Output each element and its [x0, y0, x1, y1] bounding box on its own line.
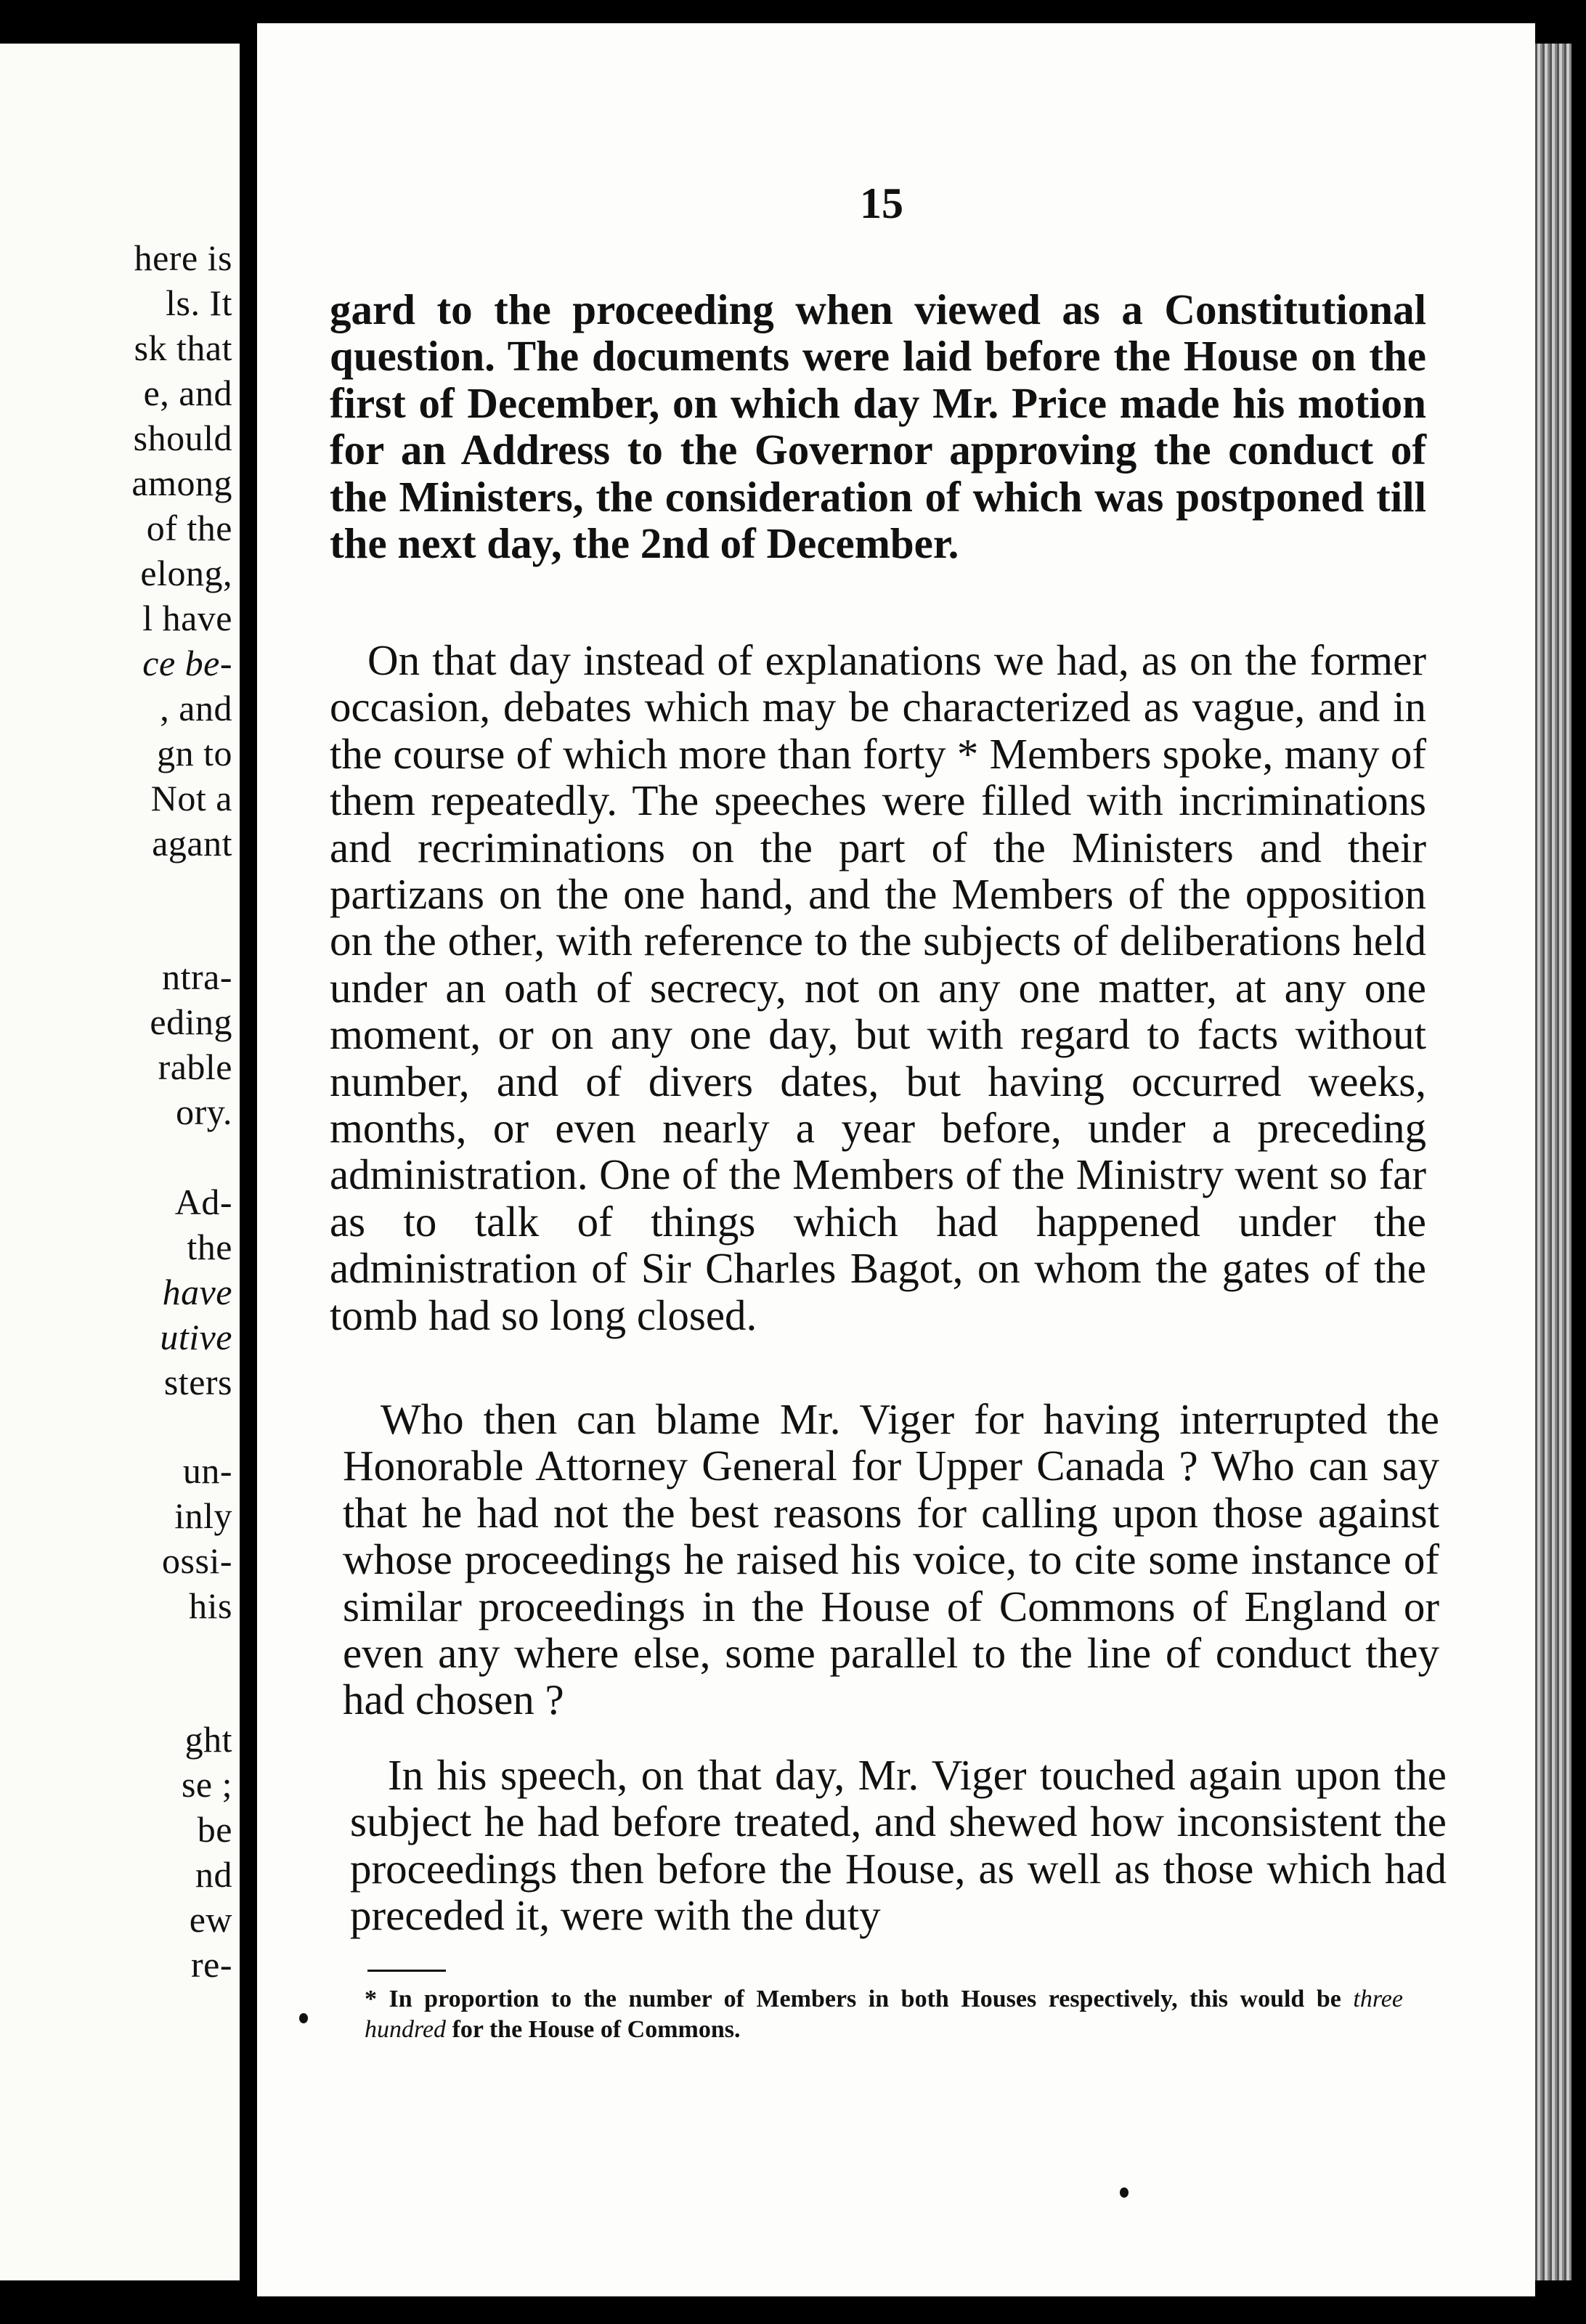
left-page-line: ls. It — [166, 283, 232, 323]
left-page-line: the — [187, 1227, 232, 1267]
paragraph-text: gard to the proceeding when viewed as a Constitutional question. The documents were laid before the House on the first of December, on which day Mr. Price made his motion for an Address to the Governor approving the conduct of the Ministers, the consideration of which was postponed till the next day, the 2nd of December. — [330, 285, 1426, 568]
left-page-line: agant — [152, 823, 232, 864]
left-page-line: un- — [182, 1450, 232, 1491]
left-page-line: e, and — [143, 373, 232, 413]
left-page-line: ew — [189, 1899, 232, 1940]
left-page-line: have — [162, 1272, 232, 1312]
left-page-fragment — [0, 44, 240, 2280]
left-page-line: re- — [191, 1944, 232, 1985]
left-page-line: among — [131, 463, 232, 503]
left-page-line: ory. — [176, 1092, 232, 1132]
page-number: 15 — [860, 179, 903, 227]
left-page-line: of the — [146, 508, 232, 548]
left-page-line: ntra- — [162, 956, 232, 997]
left-page-line: rable — [158, 1047, 232, 1087]
paragraph-text: In his speech, on that day, Mr. Viger touched again upon the subject he had before treated, and shewed how inconsistent the proceedings then before the House, as well as those which had preceded it, were with the duty — [350, 1751, 1447, 1940]
paragraph-3 — [343, 1396, 1439, 1723]
left-page-line: sters — [163, 1362, 232, 1402]
left-page-line: Not a — [150, 778, 232, 818]
left-page-line: eding — [150, 1001, 232, 1042]
left-page-line: l have — [142, 598, 232, 638]
paragraph-1 — [330, 286, 1426, 566]
page-edges — [1535, 44, 1571, 2280]
footnote-text-start: * In proportion to the number of Members in both Houses respectively, this would be — [365, 1986, 1354, 2012]
left-page-line: ght — [184, 1719, 232, 1760]
left-page-line: se ; — [181, 1764, 232, 1805]
footnote-text-end: for the House of Commons. — [446, 2016, 741, 2043]
left-page-line: elong, — [140, 553, 232, 593]
left-page-line: inly — [174, 1495, 232, 1536]
book-page — [257, 23, 1535, 2296]
left-page-line: , and — [160, 688, 232, 728]
footnote — [365, 1984, 1403, 2045]
footnote-emphasis: three hundred — [365, 1986, 1403, 2043]
left-page-line: here is — [134, 237, 232, 278]
left-page-line: gn to — [157, 733, 232, 773]
left-page-line: utive — [160, 1317, 232, 1357]
ink-speck — [299, 2013, 308, 2023]
paragraph-2 — [330, 637, 1426, 1338]
left-page-line: his — [189, 1585, 232, 1626]
paragraph-text: On that day instead of explanations we had, as on the former occasion, debates which may be characterized as vague, and in the course of which more than forty * Members spoke, many of them repeatedly. The speeches were filled with incriminations and recriminations on the part of the Ministers and their partizans on the one hand, and the Members of the opposition on the other, with reference to the subjects of deliberations held under an oath of secrecy, not on any one matter, at any one moment, or on any one day, but with regard to facts without number, and of divers dates, but having occurred weeks, months, or even nearly a year before, under a preceding administration. One of the Members of the Ministry went so far as to talk of things which had happened under the administration of Sir Charles Bagot, on whom the gates of the tomb had so long closed. — [330, 636, 1426, 1339]
left-page-line: sk that — [134, 328, 232, 368]
ink-speck — [1120, 2187, 1128, 2198]
left-page-line: ce be- — [142, 643, 232, 683]
left-page-line: nd — [195, 1854, 232, 1895]
left-page-line: should — [133, 418, 232, 458]
left-page-line: Ad- — [174, 1182, 232, 1222]
left-page-line: ossi- — [162, 1540, 232, 1581]
paragraph-4 — [350, 1752, 1447, 1939]
paragraph-text: Who then can blame Mr. Viger for having interrupted the Honorable Attorney General for Upper Canada ? Who can say that he had not the best reasons for calling upon those against whose proceedings he raised his voice, to cite some instance of similar proceedings in the House of Commons of England or even any where else, some parallel to the line of conduct they had chosen ? — [343, 1395, 1439, 1724]
page-gutter — [240, 0, 257, 2324]
left-page-line: be — [197, 1809, 232, 1850]
footnote-rule — [367, 1970, 446, 1972]
